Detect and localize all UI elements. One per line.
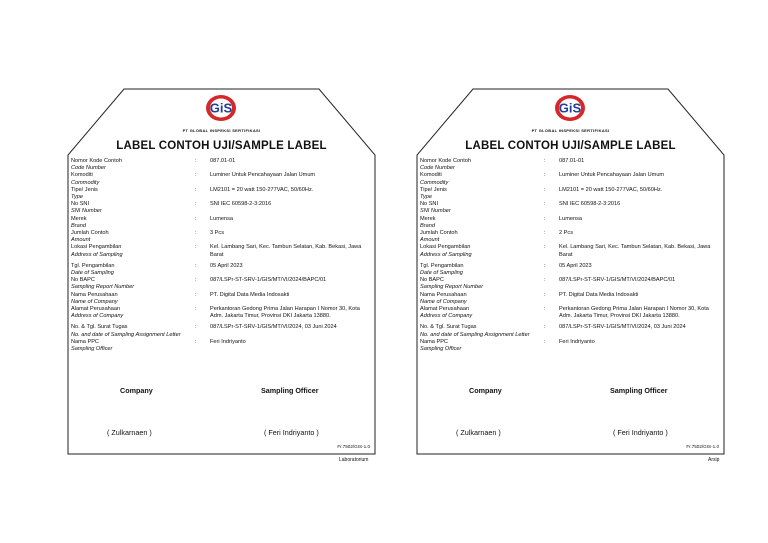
field-label-en: Amount xyxy=(71,237,91,244)
field-value: Perkantoran Gedong Prima Jalan Harapan I Nomor 30, Kota Adm. Jakarta Timur, Provinsi DKI Jakarta 13880. xyxy=(210,306,360,320)
field-label: Alamat Perusahaan xyxy=(420,306,470,313)
field-colon: : xyxy=(195,262,197,269)
field-colon: : xyxy=(544,338,546,345)
field-label: Nomor Kode Contoh xyxy=(420,158,471,164)
field-row-address-of-sampling xyxy=(71,244,371,258)
svg-text:GiS: GiS xyxy=(209,100,233,116)
field-colon: : xyxy=(195,158,197,164)
field-label-en: Sampling Report Number xyxy=(420,284,484,291)
field-label: Nama PPC xyxy=(420,338,448,345)
field-row-amount xyxy=(71,230,371,244)
field-value: PT. Digital Data Media Indosakti xyxy=(210,291,290,298)
field-label-en: Commodity xyxy=(71,179,100,186)
gis-logo xyxy=(203,93,239,123)
field-colon: : xyxy=(544,201,546,208)
form-code: Fr.7502/GIS-1.0 xyxy=(686,444,719,449)
field-label-en: Address of Sampling xyxy=(71,251,123,258)
field-value: 05 April 2023 xyxy=(559,262,592,269)
field-label: Merek xyxy=(71,215,87,222)
field-row-sni-number xyxy=(71,201,371,215)
field-colon: : xyxy=(195,215,197,222)
field-label: Lokasi Pengambilan xyxy=(71,244,122,251)
field-colon: : xyxy=(544,230,546,237)
field-label: Nama PPC xyxy=(71,338,99,345)
field-row-address-of-sampling xyxy=(420,244,720,258)
field-value: SNI IEC 60598-2-3:2016 xyxy=(559,201,621,208)
field-value: 087/LSPr-ST-SRV-1/GIS/MT/VI/2024, 03 Juni 2024 xyxy=(210,324,337,331)
field-colon: : xyxy=(544,215,546,222)
field-label-en: Name of Company xyxy=(71,298,118,305)
field-label: Komoditi xyxy=(420,172,442,179)
field-label-en: Brand xyxy=(71,222,86,229)
officer-signatory: ( Feri Indriyanto ) xyxy=(264,428,319,437)
svg-text:GiS: GiS xyxy=(558,100,582,116)
field-label-en: Sampling Report Number xyxy=(71,284,135,291)
field-row-sni-number xyxy=(420,201,720,215)
field-colon: : xyxy=(544,277,546,284)
field-colon: : xyxy=(544,172,546,179)
field-colon: : xyxy=(544,262,546,269)
field-row-address-of-company xyxy=(420,306,720,320)
field-label-en: Brand xyxy=(420,222,435,229)
field-label: No. & Tgl. Surat Tugas xyxy=(71,324,128,331)
field-row-sampling-report-number xyxy=(71,277,371,291)
field-row-sampling-officer xyxy=(420,339,720,353)
field-label: Lokasi Pengambilan xyxy=(420,244,471,251)
field-label-en: Commodity xyxy=(420,179,449,186)
field-label: Jumlah Contoh xyxy=(71,230,109,237)
field-value: 05 April 2023 xyxy=(210,262,243,269)
field-row-name-of-company xyxy=(420,292,720,306)
field-label: Merek xyxy=(420,215,436,222)
field-value: Luminer Untuk Pencahayaan Jalan Umum xyxy=(559,172,665,179)
officer-heading: Sampling Officer xyxy=(610,386,668,395)
field-label-en: Amount xyxy=(420,237,440,244)
field-value: 087.01-01 xyxy=(210,158,236,164)
label-title: LABEL CONTOH UJI/SAMPLE LABEL xyxy=(465,140,676,152)
form-code: Fr.7502/GIS-1.0 xyxy=(337,444,370,449)
officer-signatory: ( Feri Indriyanto ) xyxy=(613,428,668,437)
company-heading: Company xyxy=(469,386,502,395)
company-heading: Company xyxy=(120,386,153,395)
field-row-name-of-company xyxy=(71,292,371,306)
field-value: 087/LSPr-ST-SRV-1/GIS/MT/VI/2024/BAPC/01 xyxy=(559,277,676,284)
field-label-en: No. and date of Sampling Assignment Letter xyxy=(71,331,181,338)
field-label-en: Date of Sampling xyxy=(420,270,463,277)
copy-designation: Arsip xyxy=(708,457,720,463)
field-label-en: Type xyxy=(71,194,84,201)
field-label: Tipe/ Jenis xyxy=(71,186,98,193)
field-colon: : xyxy=(544,186,546,193)
field-row-commodity xyxy=(420,172,720,186)
field-value: PT. Digital Data Media Indosakti xyxy=(559,291,639,298)
field-row-code-number xyxy=(420,158,720,172)
field-label-en: Address of Sampling xyxy=(420,251,472,258)
field-label-en: Address of Company xyxy=(71,313,124,320)
field-value: LM2101 = 20 watt 150-277VAC, 50/60Hz. xyxy=(559,186,663,193)
field-row-type xyxy=(420,187,720,201)
field-row-sampling-officer xyxy=(71,339,371,353)
field-value: 087/LSPr-ST-SRV-1/GIS/MT/VI/2024/BAPC/01 xyxy=(210,277,327,284)
field-label-en: Type xyxy=(420,194,433,201)
field-value: Kel. Lambang Sari, Kec. Tambun Selatan, Kab. Bekasi, Jawa Barat xyxy=(210,244,362,258)
field-value: 087.01-01 xyxy=(559,158,585,164)
field-label: Nomor Kode Contoh xyxy=(71,158,122,164)
field-label-en: Date of Sampling xyxy=(71,270,114,277)
field-value: Lumensa xyxy=(559,215,583,222)
field-label: Jumlah Contoh xyxy=(420,230,458,237)
field-row-assignment-letter xyxy=(420,324,720,338)
field-row-type xyxy=(71,187,371,201)
field-colon: : xyxy=(195,338,197,345)
field-row-amount xyxy=(420,230,720,244)
field-value: Feri Indriyanto xyxy=(559,338,595,345)
field-colon: : xyxy=(544,158,546,164)
field-label-en: Code Number xyxy=(420,165,455,172)
field-colon: : xyxy=(195,306,197,313)
field-colon: : xyxy=(195,277,197,284)
field-label: Nama Perusahaan xyxy=(71,291,118,298)
company-signatory: ( Zulkarnaen ) xyxy=(107,428,152,437)
field-colon: : xyxy=(544,324,546,331)
field-colon: : xyxy=(544,306,546,313)
field-label: Nama Perusahaan xyxy=(420,291,467,298)
sample-label-arsip xyxy=(416,88,725,463)
field-colon: : xyxy=(195,172,197,179)
field-value: SNI IEC 60598-2-3:2016 xyxy=(210,201,272,208)
field-label: Tipe/ Jenis xyxy=(420,186,447,193)
field-row-date-of-sampling xyxy=(420,263,720,277)
field-row-address-of-company xyxy=(71,306,371,320)
field-label: No BAPC xyxy=(420,277,444,284)
field-value: Feri Indriyanto xyxy=(210,338,246,345)
field-label: Tgl. Pengambilan xyxy=(420,262,464,269)
field-colon: : xyxy=(195,186,197,193)
field-colon: : xyxy=(195,244,197,251)
field-colon: : xyxy=(544,291,546,298)
field-label: No SNI xyxy=(420,201,439,208)
field-label-en: Sampling Officer xyxy=(71,346,113,353)
field-row-brand xyxy=(420,216,720,230)
field-list xyxy=(420,158,720,353)
gis-logo xyxy=(552,93,588,123)
field-value: 087/LSPr-ST-SRV-1/GIS/MT/VI/2024, 03 Juni 2024 xyxy=(559,324,686,331)
field-value: 3 Pcs xyxy=(210,230,224,237)
field-label-en: Code Number xyxy=(71,165,106,172)
field-row-code-number xyxy=(71,158,371,172)
field-value: Kel. Lambang Sari, Kec. Tambun Selatan, Kab. Bekasi, Jawa Barat xyxy=(559,244,711,258)
field-label-en: Address of Company xyxy=(420,313,473,320)
field-row-sampling-report-number xyxy=(420,277,720,291)
field-value: Luminer Untuk Pencahayaan Jalan Umum xyxy=(210,172,316,179)
field-label: No. & Tgl. Surat Tugas xyxy=(420,324,477,331)
field-value: Perkantoran Gedong Prima Jalan Harapan I Nomor 30, Kota Adm. Jakarta Timur, Provinsi DKI Jakarta 13880. xyxy=(559,306,709,320)
field-row-date-of-sampling xyxy=(71,263,371,277)
field-colon: : xyxy=(195,230,197,237)
field-label-en: SNI Number xyxy=(420,208,451,215)
company-signatory: ( Zulkarnaen ) xyxy=(456,428,501,437)
field-colon: : xyxy=(544,244,546,251)
field-row-assignment-letter xyxy=(71,324,371,338)
field-row-commodity xyxy=(71,172,371,186)
label-title: LABEL CONTOH UJI/SAMPLE LABEL xyxy=(116,140,327,152)
field-label-en: No. and date of Sampling Assignment Letter xyxy=(420,331,530,338)
field-label: No SNI xyxy=(71,201,90,208)
field-label-en: SNI Number xyxy=(71,208,102,215)
field-label: Alamat Perusahaan xyxy=(71,306,121,313)
field-colon: : xyxy=(195,324,197,331)
field-label: No BAPC xyxy=(71,277,95,284)
field-list xyxy=(71,158,371,353)
company-name: PT GLOBAL INSPEKSI SERTIFIKASI xyxy=(531,128,610,133)
field-value: LM2101 = 20 watt 150-277VAC, 50/60Hz. xyxy=(210,186,314,193)
field-label-en: Name of Company xyxy=(420,298,467,305)
field-label: Tgl. Pengambilan xyxy=(71,262,115,269)
sample-label-laboratorium xyxy=(67,88,376,463)
company-name: PT GLOBAL INSPEKSI SERTIFIKASI xyxy=(182,128,261,133)
field-row-brand xyxy=(71,216,371,230)
field-label: Komoditi xyxy=(71,172,93,179)
field-value: 2 Pcs xyxy=(559,230,573,237)
field-colon: : xyxy=(195,291,197,298)
copy-designation: Laboratorium xyxy=(339,457,369,463)
field-colon: : xyxy=(195,201,197,208)
field-value: Lumensa xyxy=(210,215,234,222)
field-label-en: Sampling Officer xyxy=(420,346,462,353)
officer-heading: Sampling Officer xyxy=(261,386,319,395)
